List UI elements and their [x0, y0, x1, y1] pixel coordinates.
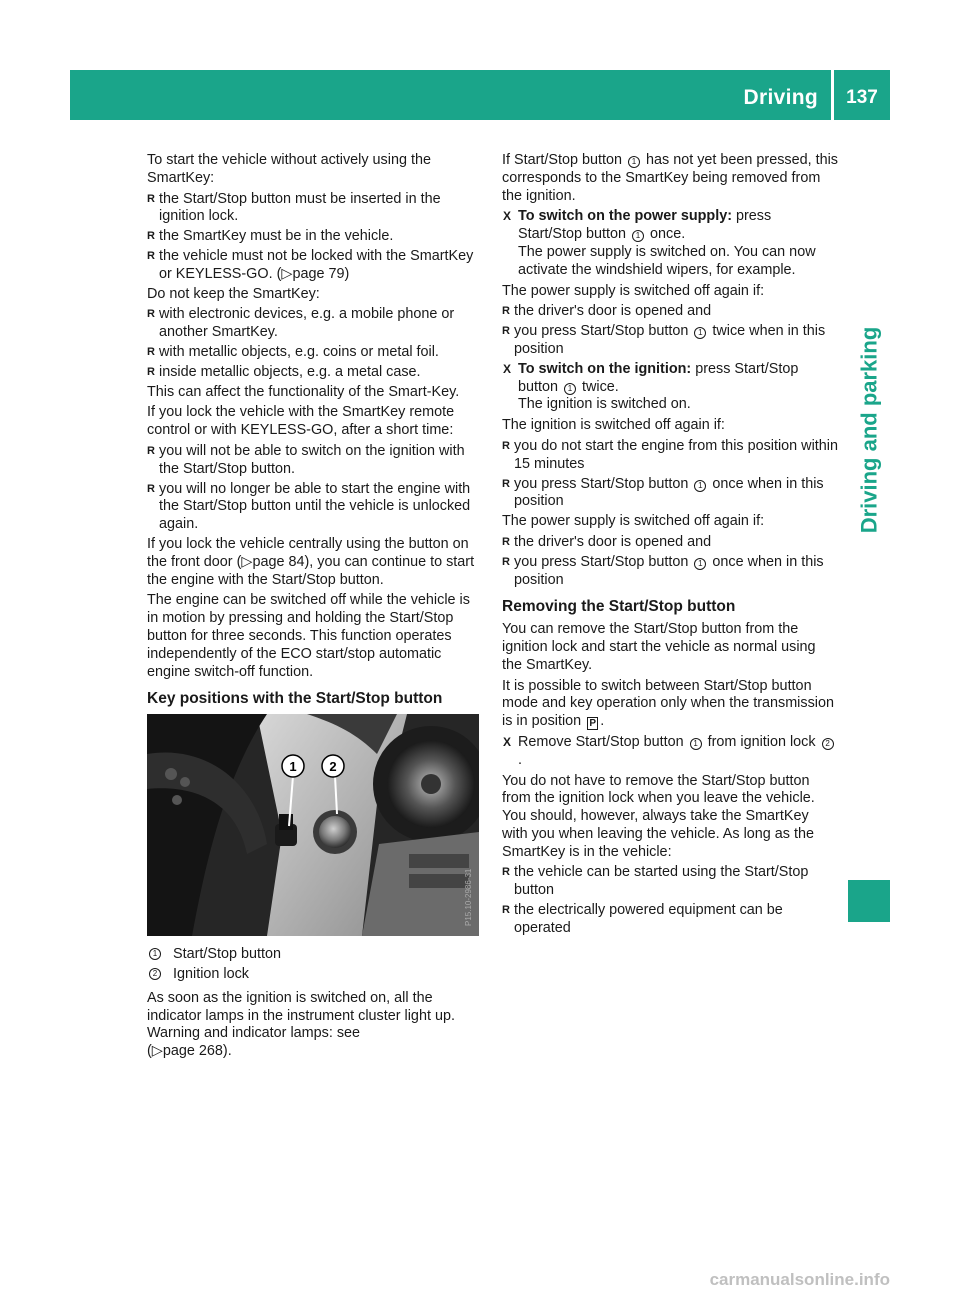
chapter-marker	[848, 880, 890, 922]
right-column	[502, 152, 838, 940]
caption-item: 1 Start/Stop button	[147, 946, 482, 964]
watermark: carmanualsonline.info	[709, 1270, 890, 1289]
left-column	[147, 152, 482, 1064]
paragraph: You do not have to remove the Start/Stop button from the ignition lock when you leave the vehicle. You should, however, always take the SmartKey with you when leaving the vehicle. As long as the SmartKey is in the vehicle:	[502, 772, 815, 860]
start-stop-button-photo	[147, 714, 479, 936]
instruction-step: X To switch on the ignition: press Start/Stop button 1 twice. The ignition is switched on.	[503, 360, 799, 413]
section-heading: Key positions with the Start/Stop button	[147, 690, 443, 708]
list-item: R with metallic objects, e.g. coins or metal foil.	[147, 343, 439, 360]
paragraph: It is possible to switch between Start/Stop button mode and key operation only when the transmission is in position P .	[502, 677, 834, 730]
list-item: R the driver's door is opened and	[502, 533, 712, 550]
paragraph: If you lock the vehicle centrally using the button on the front door (▷page 84), you can continue to start the engine with the Start/Stop button.	[147, 535, 475, 588]
list-item: R you do not start the engine from this position within 15 minutes	[502, 437, 838, 472]
chapter-tab-label: Driving and parking	[856, 326, 881, 534]
callout-1: 1	[289, 759, 297, 775]
list-item: R you press Start/Stop button 1 once when in this position	[502, 475, 824, 510]
photo-illustration	[147, 714, 479, 936]
paragraph: Do not keep the SmartKey:	[147, 285, 320, 302]
paragraph: As soon as the ignition is switched on, all the indicator lamps in the instrument cluster light up. Warning and indicator lamps: see (▷page 268).	[147, 989, 455, 1060]
paragraph: The ignition is switched off again if:	[502, 417, 725, 434]
list-item: R you press Start/Stop button 1 twice when in this position	[502, 323, 826, 357]
page-header	[70, 70, 890, 120]
header-divider	[831, 70, 834, 120]
page-ref-arrow-icon: ▷	[241, 553, 253, 570]
paragraph: You can remove the Start/Stop button from the ignition lock and start the vehicle as normal using the SmartKey.	[502, 621, 816, 673]
page-ref-link[interactable]: page 79)	[292, 265, 350, 282]
section-heading: Removing the Start/Stop button	[502, 598, 736, 616]
list-item: R inside metallic objects, e.g. a metal case.	[147, 363, 421, 380]
list-item: R the electrically powered equipment can be operated	[502, 902, 783, 936]
page-number: 137	[846, 87, 878, 108]
page-ref-link[interactable]: page 268).	[162, 1043, 232, 1060]
paragraph: To start the vehicle without actively using the SmartKey:	[147, 152, 431, 186]
paragraph: If Start/Stop button 1 has not yet been pressed, this corresponds to the SmartKey being removed from the ignition.	[502, 152, 838, 204]
list-item: R the SmartKey must be in the vehicle.	[147, 228, 394, 245]
paragraph: The power supply is switched off again if:	[502, 282, 765, 299]
section-title: Driving	[743, 86, 818, 109]
page-ref-arrow-icon: ▷	[151, 1043, 163, 1060]
paragraph: The engine can be switched off while the vehicle is in motion by pressing and holding the Start/Stop button for three seconds. This function operates independently of the ECO start/stop automatic engine switch-off function.	[147, 592, 470, 680]
paragraph: The power supply is switched off again if:	[502, 513, 765, 530]
chapter-tab	[848, 120, 890, 880]
page-ref-link[interactable]: page 84), you can continue to start the engine with the Start/Stop button.	[147, 553, 475, 588]
photo-code: P15.10-2986-31	[464, 868, 473, 927]
list-item: R you press Start/Stop button 1 once when in this position	[502, 553, 824, 588]
list-item: R the vehicle can be started using the Start/Stop button	[502, 864, 809, 899]
instruction-step: X Remove Start/Stop button 1 from ignition lock 2.	[502, 734, 838, 770]
list-item: R with electronic devices, e.g. a mobile phone or another SmartKey.	[147, 306, 455, 341]
callout-2: 2	[329, 759, 337, 775]
list-item: R the Start/Stop button must be inserted in the ignition lock.	[147, 190, 441, 225]
paragraph: If you lock the vehicle with the SmartKey remote control or with KEYLESS-GO, after a short time:	[147, 404, 455, 439]
gear-p-icon: P	[587, 717, 598, 730]
list-item: R you will not be able to switch on the ignition with the Start/Stop button.	[147, 442, 465, 477]
page-ref-arrow-icon: ▷	[281, 265, 293, 282]
paragraph: This can affect the functionality of the Smart-Key.	[147, 383, 460, 400]
list-item: R you will no longer be able to start the engine with the Start/Stop button until the vehicle is unlocked again.	[147, 480, 471, 533]
list-item: R the driver's door is opened and	[502, 303, 712, 320]
instruction-step: X To switch on the power supply: press Start/Stop button 1 once. The power supply is switched on. You can now activate the windshield wipers, for example.	[503, 208, 816, 278]
list-item: R the vehicle must not be locked with the SmartKey or KEYLESS-GO. (▷page 79)	[147, 247, 474, 282]
caption-item: 2 Ignition lock	[147, 966, 482, 984]
